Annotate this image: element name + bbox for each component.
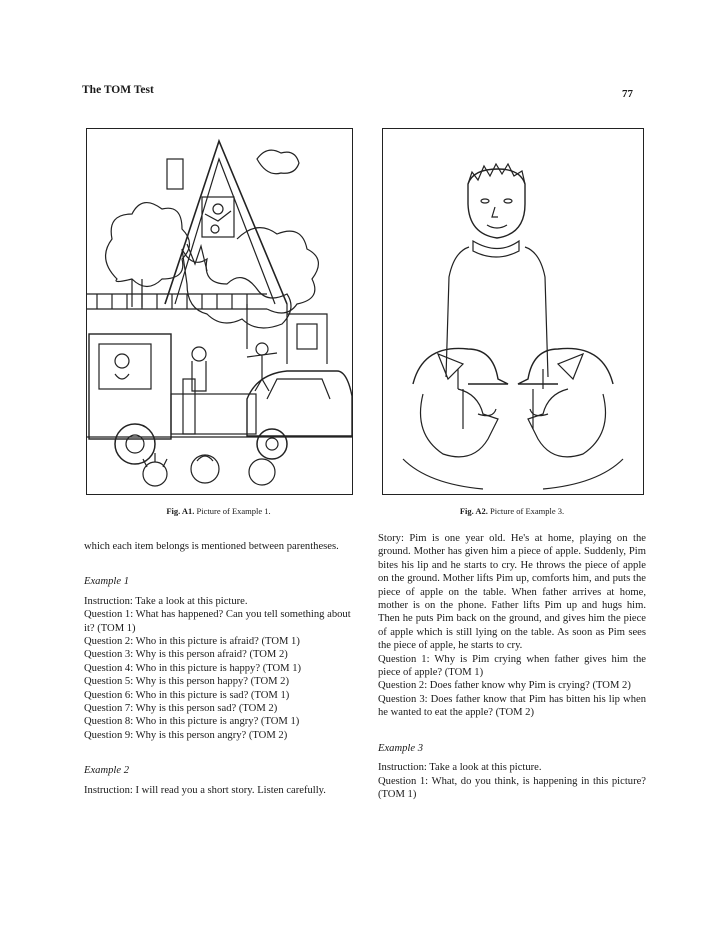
- figure-a2-caption-text: Picture of Example 3.: [490, 506, 565, 516]
- example1-line: Question 9: Why is this person angry? (TOM 2): [84, 729, 288, 741]
- story-paragraph: Story: Pim is one year old. He's at home, playing on the ground. Mother has given him a piece of apple. Suddenly, Pim bites his lip and he starts to cry. He throws the piece of apple on the ground. Mother lifts Pim up, comforts him, and puts the piece of apple on the table. When father arrives at home, mother is on the phone. Father lifts Pim up and hugs him. Then he puts Pim back on the ground, and gives him the piece of apple which is still lying on the table. As soon as Pim sees the piece of apple, he starts to cry.: [378, 533, 646, 652]
- example1-line: Question 8: Who in this picture is angry? (TOM 1): [84, 716, 300, 728]
- example3-heading: Example 3: [378, 742, 424, 754]
- example1-line: Question 3: Why is this person afraid? (TOM 2): [84, 649, 288, 661]
- page-number: 77: [622, 88, 633, 100]
- example1-line: Question 6: Who in this picture is sad? (TOM 1): [84, 689, 290, 701]
- example2-instruction: Instruction: I will read you a short story. Listen carefully.: [84, 784, 326, 796]
- right-column: [378, 532, 646, 801]
- example1-heading: Example 1: [84, 576, 130, 588]
- figure-a1-caption-text: Picture of Example 1.: [196, 506, 271, 516]
- figure-a1-caption: [86, 506, 351, 516]
- example1-line: Question 5: Why is this person happy? (TOM 2): [84, 676, 289, 688]
- example1-line: Question 1: What has happened? Can you tell something about it? (TOM 1): [84, 609, 351, 634]
- figure-a2-illustration: [382, 128, 644, 495]
- intro-paragraph: which each item belongs is mentioned between parentheses.: [84, 541, 339, 552]
- running-head: The TOM Test: [82, 84, 154, 96]
- example3-line: Instruction: Take a look at this picture.: [378, 762, 542, 774]
- example1-line: Question 4: Who in this picture is happy? (TOM 1): [84, 662, 302, 674]
- figure-a2-label: Fig. A2.: [459, 506, 488, 516]
- figure-a2-caption: [382, 506, 642, 516]
- figure-a1-label: Fig. A1.: [166, 506, 195, 516]
- example2-question-3: Question 3: Does father know that Pim has bitten his lip when he wanted to eat the apple? (TOM 2): [378, 693, 646, 719]
- example2-question-1: Question 1: Why is Pim crying when father gives him the piece of apple? (TOM 1): [378, 653, 646, 679]
- figure-a1-illustration: [86, 128, 353, 495]
- example1-line: Instruction: Take a look at this picture.: [84, 595, 248, 607]
- example3-line: Question 1: What, do you think, is happening in this picture? (TOM 1): [378, 775, 646, 800]
- example1-line: Question 2: Who in this picture is afraid? (TOM 1): [84, 636, 300, 648]
- example1-line: Question 7: Why is this person sad? (TOM 2): [84, 703, 278, 715]
- example2-heading: Example 2: [84, 765, 130, 777]
- left-column: [84, 540, 352, 797]
- example2-question-2: Question 2: Does father know why Pim is crying? (TOM 2): [378, 680, 631, 692]
